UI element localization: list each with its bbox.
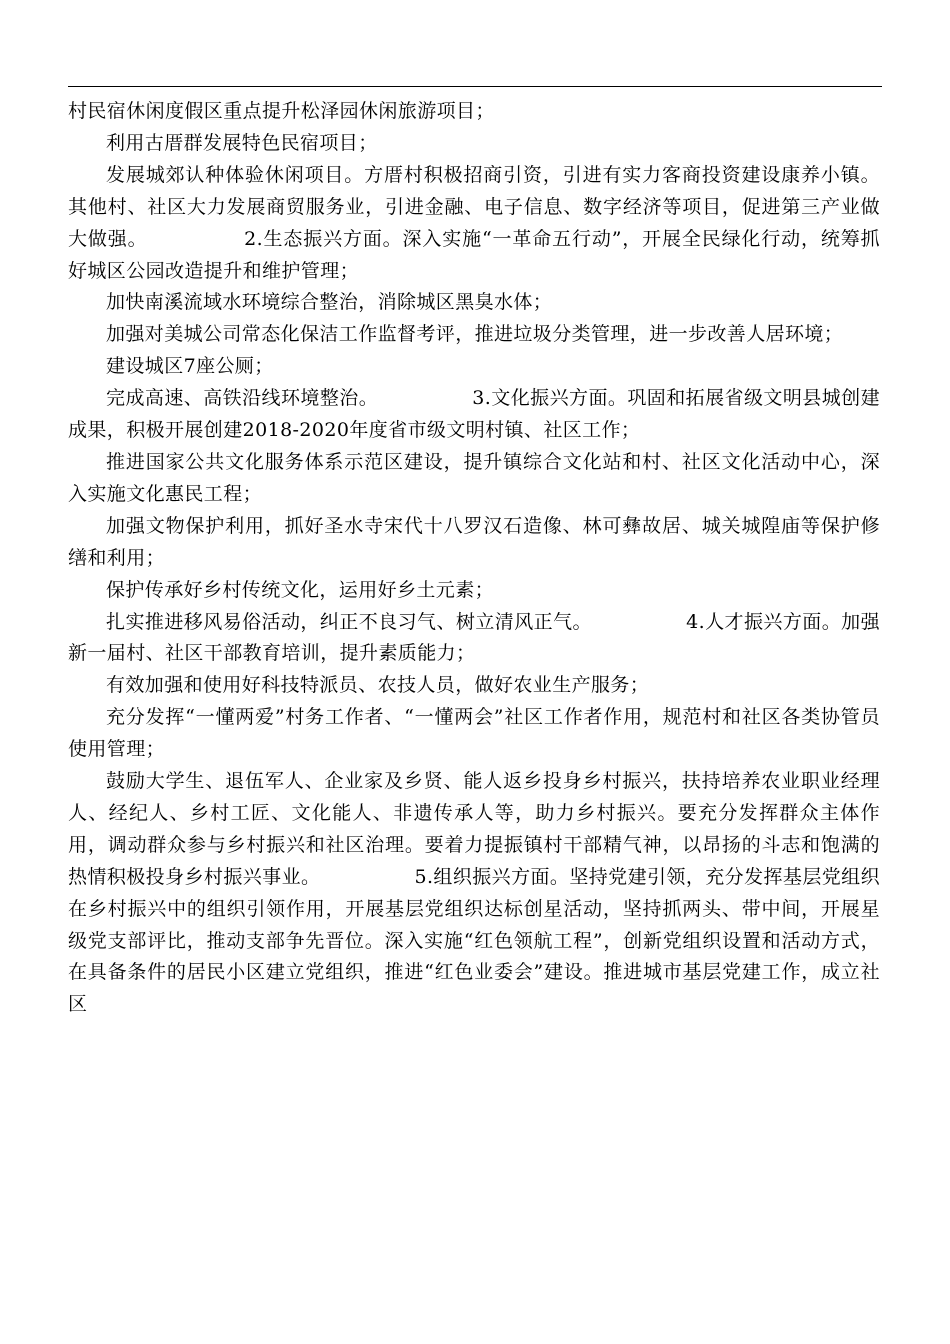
paragraph: 扎实推进移风易俗活动，纠正不良习气、树立清风正气。 4.人才振兴方面。加强新一届村、社区干部教育培训，提升素质能力； [68,610,880,665]
paragraph: 有效加强和使用好科技特派员、农技人员，做好农业生产服务； [106,674,650,697]
paragraph: 加强文物保护利用，抓好圣水寺宋代十八罗汉石造像、林可彝故居、城关城隍庙等保护修缮和利用； [68,514,880,569]
paragraph: 鼓励大学生、退伍军人、企业家及乡贤、能人返乡投身乡村振兴，扶持培养农业职业经理人、经纪人、乡村工匠、文化能人、非遗传承人等，助力乡村振兴。要充分发挥群众主体作用，调动群众参与乡村振兴和社区治理。要着力提振镇村干部精气神，以昂扬的斗志和饱满的热情积极投身乡村振兴事业。 5.组织振兴方面。坚持党建引领，充分发挥基层党组织在乡村振兴中的组织引领作用，开展基层党组织达标创星活动，坚持抓两头、带中间，开展星级党支部评比，推动支部争先晋位。深入实施“红色领航工程”，创新党组织设置和活动方式，在具备条件的居民小区建立党组织，推进“红色业委会”建设。推进城市基层党建工作，成立社区 [68,770,880,1016]
paragraph: 利用古厝群发展特色民宿项目； [106,131,378,154]
paragraph: 建设城区7座公厕； [106,355,274,378]
paragraph: 充分发挥“一懂两爱”村务工作者、“一懂两会”社区工作者作用，规范村和社区各类协管员使用管理； [68,706,880,761]
paragraph: 村民宿休闲度假区重点提升松泽园休闲旅游项目； [68,100,495,122]
document-body [68,96,880,1021]
paragraph: 推进国家公共文化服务体系示范区建设，提升镇综合文化站和村、社区文化活动中心，深入实施文化惠民工程； [68,450,880,505]
paragraph: 保护传承好乡村传统文化，运用好乡土元素； [106,578,495,601]
paragraph: 发展城郊认种体验休闲项目。方厝村积极招商引资，引进有实力客商投资建设康养小镇。其他村、社区大力发展商贸服务业，引进金融、电子信息、数字经济等项目，促进第三产业做大做强。 2.生态振兴方面。深入实施“一革命五行动”，开展全民绿化行动，统筹抓好城区公园改造提升和维护管理； [68,163,880,282]
paragraph: 完成高速、高铁沿线环境整治。 3.文化振兴方面。巩固和拓展省级文明县城创建成果，积极开展创建2018-2020年度省市级文明村镇、社区工作； [68,387,880,442]
paragraph: 加强对美城公司常态化保洁工作监督考评，推进垃圾分类管理，进一步改善人居环境； [106,323,844,346]
header-rule [68,86,882,87]
paragraph: 加快南溪流域水环境综合整治，消除城区黑臭水体； [106,291,553,314]
